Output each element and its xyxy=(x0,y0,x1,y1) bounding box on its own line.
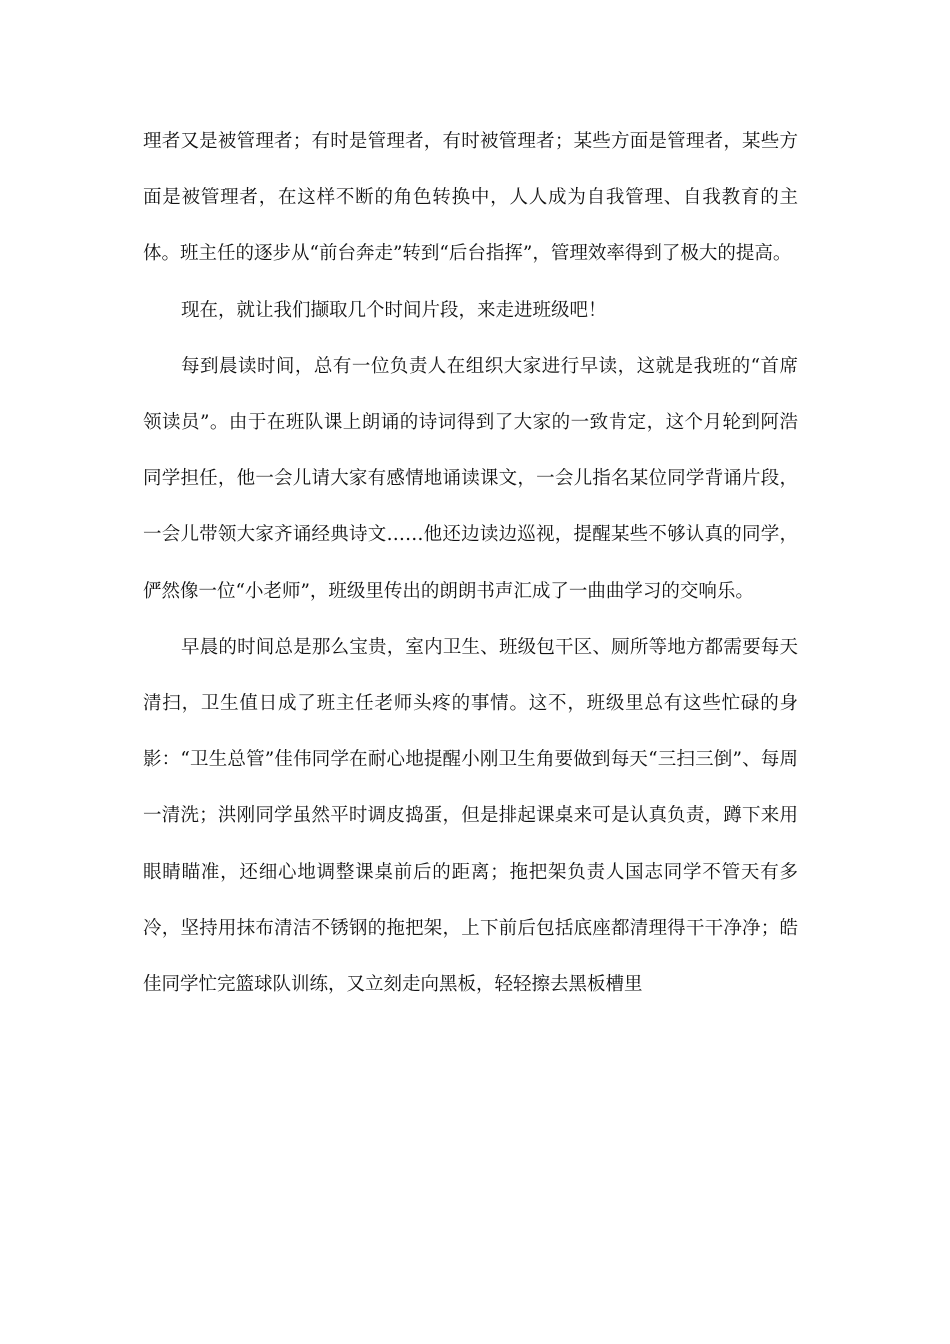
paragraph-3: 每到晨读时间，总有一位负责人在组织大家进行早读，这就是我班的“首席领读员”。由于在班队课上朗诵的诗词得到了大家的一致肯定，这个月轮到阿浩同学担任，他一会儿请大家有感情地诵读课文，一会儿指名某位同学背诵片段，一会儿带领大家齐诵经典诗文……他还边读边巡视，提醒某些不够认真的同学，俨然像一位“小老师”，班级里传出的朗朗书声汇成了一曲曲学习的交响乐。 xyxy=(143,355,798,602)
paragraph-1: 理者又是被管理者；有时是管理者，有时被管理者；某些方面是管理者，某些方面是被管理者，在这样不断的角色转换中，人人成为自我管理、自我教育的主体。班主任的逐步从“前台奔走”转到“后台指挥”，管理效率得到了极大的提高。 xyxy=(143,131,798,265)
paragraph-4: 早晨的时间总是那么宝贵，室内卫生、班级包干区、厕所等地方都需要每天清扫，卫生值日成了班主任老师头疼的事情。这不，班级里总有这些忙碌的身影：“卫生总管”佳伟同学在耐心地提醒小刚卫生角要做到每天“三扫三倒”、每周一清洗；洪刚同学虽然平时调皮捣蛋，但是排起课桌来可是认真负责，蹲下来用眼睛瞄准，还细心地调整课桌前后的距离；拖把架负责人国志同学不管天有多冷，坚持用抹布清洁不锈钢的拖把架，上下前后包括底座都清理得干干净净；皓佳同学忙完篮球队训练，又立刻走向黑板，轻轻擦去黑板槽里 xyxy=(143,636,798,996)
document-page xyxy=(143,114,798,1013)
paragraph-2: 现在，就让我们撷取几个时间片段，来走进班级吧！ xyxy=(181,299,607,321)
